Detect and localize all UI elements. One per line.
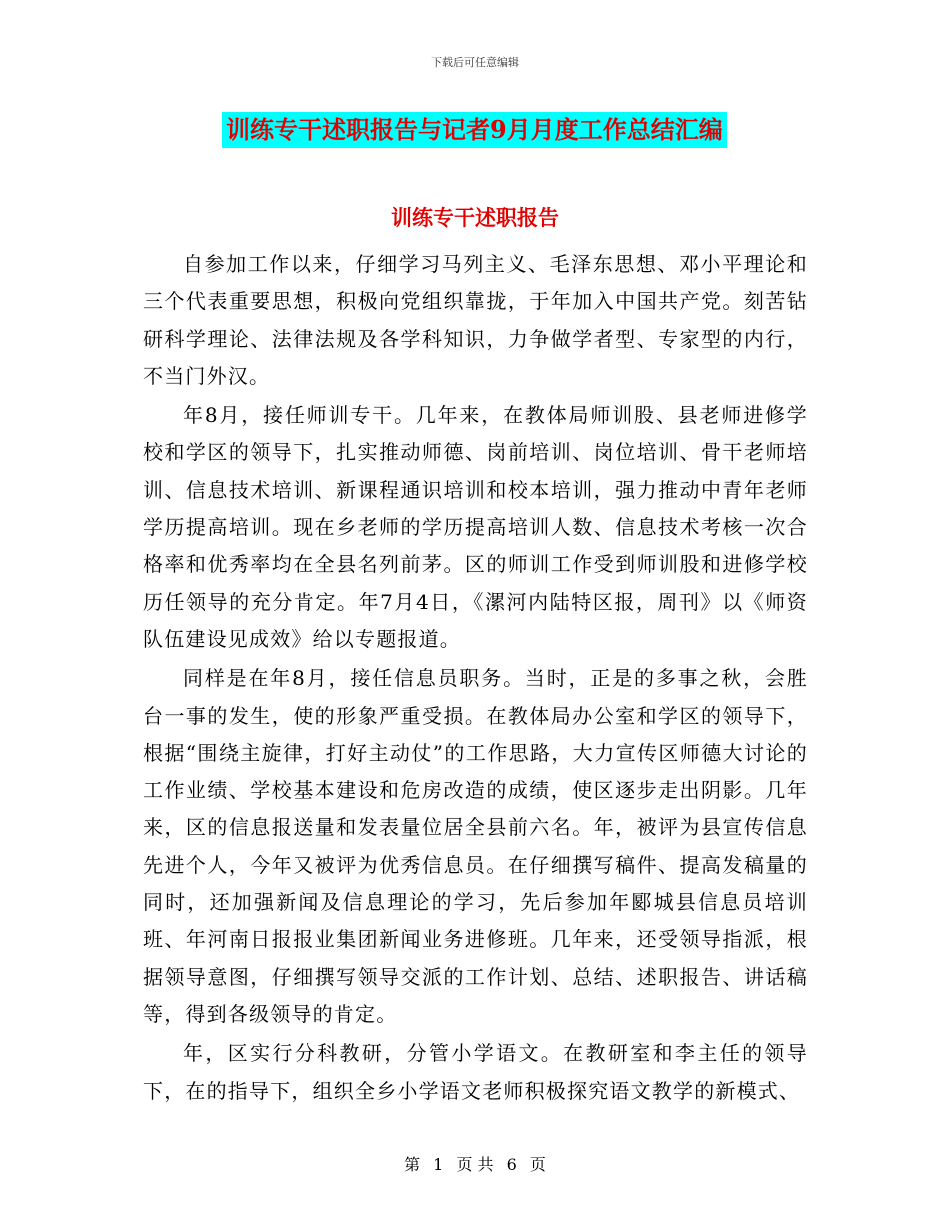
footer-suffix: 页 (529, 1155, 546, 1174)
current-page-number: 1 (433, 1155, 444, 1174)
paragraph-1: 自参加工作以来，仔细学习马列主义、毛泽东思想、邓小平理论和三个代表重要思想，积极向党组织靠拢，于年加入中国共产党。刻苦钻研科学理论、法律法规及各学科知识，力争做学者型、专家型的内行，不当门外汉。 (143, 252, 808, 388)
footer-prefix: 第 (404, 1155, 421, 1174)
section-title: 训练专干述职报告 (391, 205, 559, 230)
paragraph-3: 同样是在年8月，接任信息员职务。当时，正是的多事之秋，会胜台一事的发生，使的形象严重受损。在教体局办公室和学区的领导下，根据“围绕主旋律，打好主动仗”的工作思路，大力宣传区师德大讨论的工作业绩、学校基本建设和危房改造的成绩，使区逐步走出阴影。几年来，区的信息报送量和发表量位居全县前六名。年，被评为县宣传信息先进个人，今年又被评为优秀信息员。在仔细撰写稿件、提高发稿量的同时，还加强新闻及信息理论的学习，先后参加年郾城县信息员培训班、年河南日报报业集团新闻业务进修班。几年来，还受领导指派，根据领导意图，仔细撰写领导交派的工作计划、总结、述职报告、讲话稿等，得到各级领导的肯定。 (143, 666, 808, 1026)
header-note: 下载后可任意编辑 (431, 56, 519, 69)
page-footer (0, 1152, 950, 1175)
total-pages-number: 6 (506, 1155, 517, 1174)
document-body (143, 246, 808, 1110)
footer-middle: 页 共 (456, 1155, 494, 1174)
paragraph-4: 年，区实行分科教研，分管小学语文。在教研室和李主任的领导下，在的指导下，组织全乡小学语文老师积极探究语文教学的新模式、 (143, 1041, 808, 1103)
paragraph-2: 年8月，接任师训专干。几年来，在教体局师训股、县老师进修学校和学区的领导下，扎实推动师德、岗前培训、岗位培训、骨干老师培训、信息技术培训、新课程通识培训和校本培训，强力推动中青年老师学历提高培训。现在乡老师的学历提高培训人数、信息技术考核一次合格率和优秀率均在全县名列前茅。区的师训工作受到师训股和进修学校历任领导的充分肯定。年7月4日，《漯河内陆特区报，周刊》以《师资队伍建设见成效》给以专题报道。 (143, 403, 808, 651)
document-title: 训练专干述职报告与记者9月月度工作总结汇编 (222, 112, 727, 148)
